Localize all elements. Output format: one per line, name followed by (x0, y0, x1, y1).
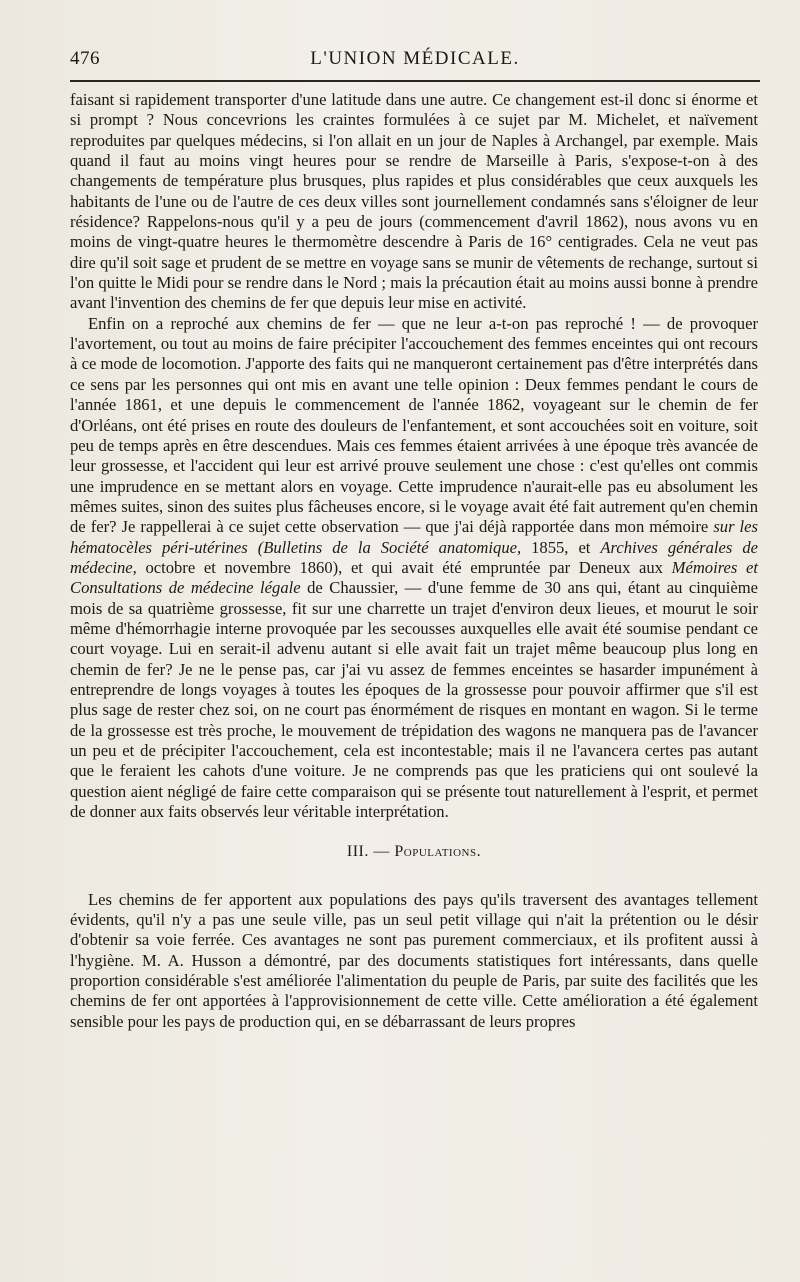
running-title: L'UNION MÉDICALE. (310, 48, 520, 69)
paragraph: Les chemins de fer apportent aux populations des pays qu'ils traversent des avantages tellement évidents, qu'il n'y a pas une seule ville, pas un seul petit village qui n'ait la prétention ou le désir d'obtenir sa voie ferrée. Ces avantages ne sont pas purement commerciaux, et ils profitent aussi à l'hygiène. M. A. Husson a démontré, par des documents statistiques fort intéressants, dans quelle proportion considérable s'est améliorée l'alimentation du peuple de Paris, par suite des facilités que les chemins de fer ont apportées à l'approvisionnement de cette ville. Cette amélioration a été également sensible pour les pays de production qui, en se débarrassant de leurs propres (70, 889, 758, 1031)
paragraph: faisant si rapidement transporter d'une latitude dans une autre. Ce changement est-il donc si énorme et si prompt ? Nous concevrions les craintes formulées à ce sujet par M. Michelet, et naïvement reproduites par quelques médecins, si l'on allait en un jour de Naples à Archangel, par exemple. Mais quand il faut au moins vingt heures pour se rendre de Marseille à Paris, s'expose-t-on à des changements de température plus brusques, plus rapides et plus considérables que ceux auxquels les habitants de l'une ou de l'autre de ces deux villes sont journellement condamnés sans s'éloigner de leur résidence? Rappelons-nous qu'il y a peu de jours (commencement d'avril 1862), nous avons vu en moins de vingt-quatre heures le thermomètre descendre à Paris de 16° centigrades. Cela ne veut pas dire qu'il soit sage et prudent de se mettre en voyage sans se munir de vêtements de rechange, surtout si l'on quitte le Midi pour se rendre dans le Nord ; mais la précaution était au moins aussi bonne à prendre avant l'invention des chemins de fer que depuis leur mise en activité. (70, 90, 758, 313)
body-text (70, 90, 758, 1032)
section-title: Populations. (394, 843, 482, 861)
section-heading (70, 842, 758, 862)
header-rule (70, 80, 760, 82)
paragraph: Enfin on a reproché aux chemins de fer — que ne leur a-t-on pas reproché ! — de provoquer l'avortement, ou tout au moins de faire précipiter l'accouchement des femmes enceintes qui ont recours à ce mode de locomotion. J'apporte des faits qui ne manqueront certainement pas d'être interprétés dans ce sens par les personnes qui ont mis en avant une telle opinion : Deux femmes pendant le cours de l'année 1861, et une depuis le commencement de l'année 1862, voyageant sur le chemin de fer d'Orléans, ont été prises en route des douleurs de l'enfantement, et sont accouchées soit en voiture, soit peu de temps après en être descendues. Mais ces femmes étaient arrivées à une époque très avancée de leur grossesse, et l'accident qui leur est arrivé prouve seulement une chose : c'est qu'elles ont commis une imprudence en se mettant alors en voyage. Cette imprudence n'aurait-elle pas eu absolument les mêmes suites, sinon des suites plus fâcheuses encore, si le voyage avait été fait autrement qu'en chemin de fer? Je rappellerai à ce sujet cette observation — que j'ai déjà rapportée dans mon mémoire sur les hématocèles péri-utérines (Bulletins de la Société anatomique, 1855, et Archives générales de médecine, octobre et novembre 1860), et qui avait été empruntée par Deneux aux Mémoires et Consultations de médecine légale de Chaussier, — d'une femme de 30 ans qui, étant au cinquième mois de sa quatrième grossesse, fit sur une charrette un trajet d'environ deux lieues, et mourut le soir même d'hémorrhagie interne provoquée par les secousses auxquelles elle avait été soumise pendant ce court voyage. Lui en serait-il advenu autant si elle avait fait un trajet même beaucoup plus long en chemin de fer? Je ne le pense pas, car j'ai vu assez de femmes enceintes se hasarder impunément à entreprendre de longs voyages à toutes les époques de la grossesse pour pouvoir affirmer que s'il est plus sage de rester chez soi, on ne court pas énormément de risques en montant en wagon. Si le terme de la grossesse est très proche, le mouvement de trépidation des wagons ne manquera pas de l'avancer un peu et de précipiter l'accouchement, cela est incontestable; mais il ne l'avancera certes pas autant que le feraient les cahots d'une voiture. Je ne comprends pas que les praticiens qui ont soulevé la question aient négligé de faire cette comparaison qui se présente tout naturellement à l'esprit, et permet de donner aux faits observés leur véritable interprétation. (70, 313, 759, 822)
page-number: 476 (70, 48, 100, 69)
section-numeral: III. — (346, 843, 395, 861)
page-header (70, 44, 760, 74)
